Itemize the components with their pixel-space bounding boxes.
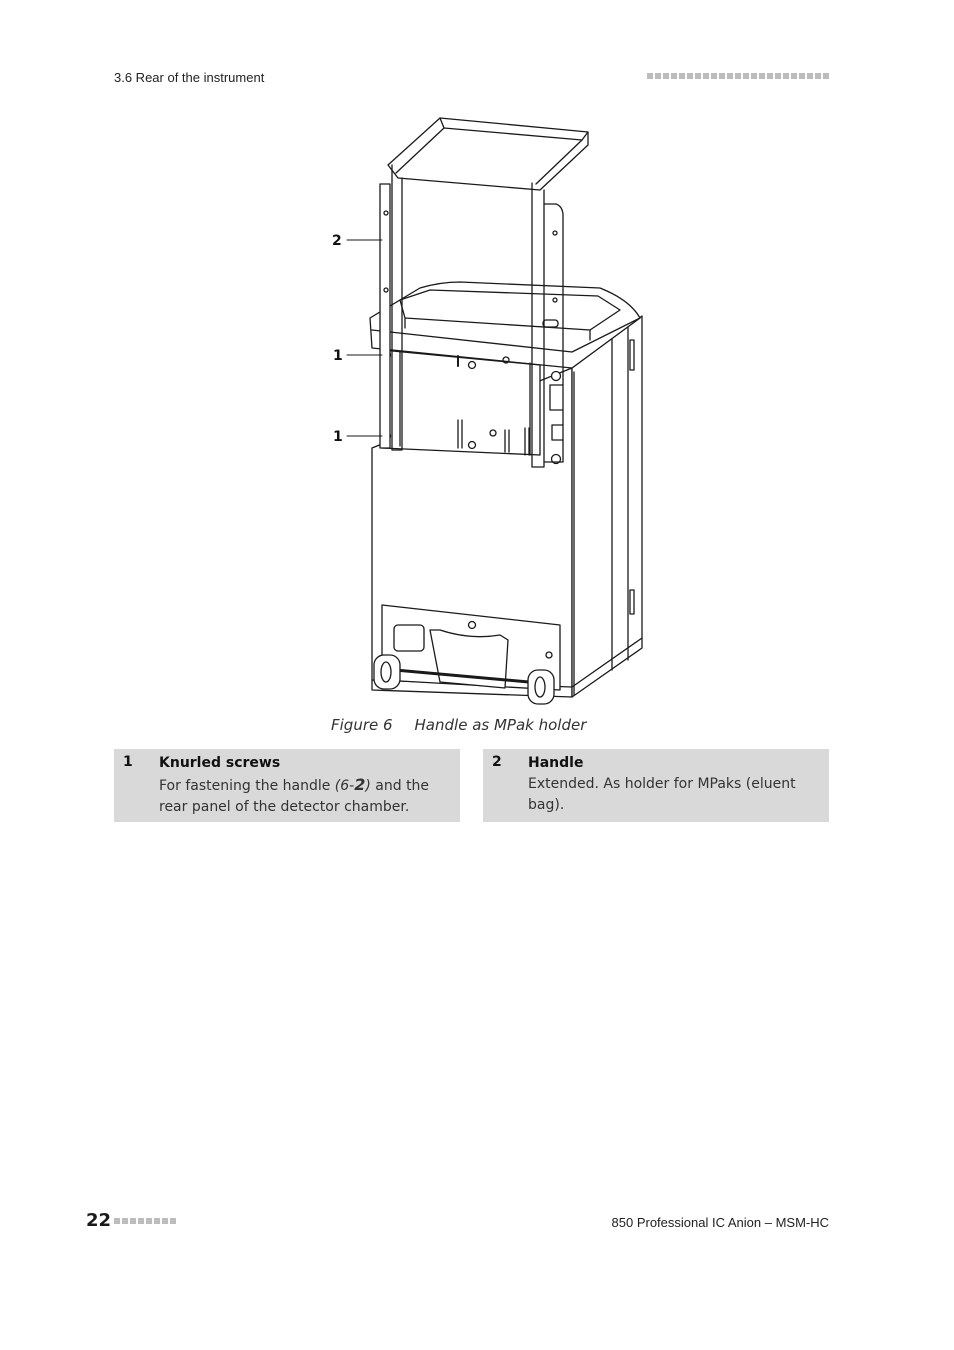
caption-label: Figure 6	[331, 716, 393, 734]
page-number: 22	[86, 1210, 112, 1231]
legend-item-handle	[483, 749, 829, 822]
figure-reference: (6-2)	[334, 775, 371, 794]
rear-panel-plate	[382, 350, 561, 464]
caption-text: Handle as MPak holder	[414, 716, 587, 734]
callout-1-lower-screw: 1	[333, 429, 343, 445]
legend-title: Handle	[528, 755, 584, 771]
legend-title: Knurled screws	[159, 755, 281, 771]
callout-2-handle: 2	[332, 233, 342, 249]
legend-number: 2	[492, 754, 502, 770]
legend-description: Extended. As holder for MPaks (eluent bag).	[528, 776, 796, 813]
instrument-illustration	[300, 105, 660, 705]
legend-description: For fastening the handle (6-2) and the rear panel of the detector chamber.	[159, 775, 430, 815]
footer-decoration-dots	[114, 1218, 176, 1224]
product-name: 850 Professional IC Anion – MSM-HC	[611, 1215, 829, 1230]
legend-item-knurled-screws	[114, 749, 460, 822]
section-header: 3.6 Rear of the instrument	[114, 70, 265, 85]
figure-caption	[331, 716, 586, 734]
callout-1-upper-screw: 1	[333, 348, 343, 364]
header-decoration-dots	[647, 73, 829, 79]
legend-number: 1	[123, 754, 133, 770]
